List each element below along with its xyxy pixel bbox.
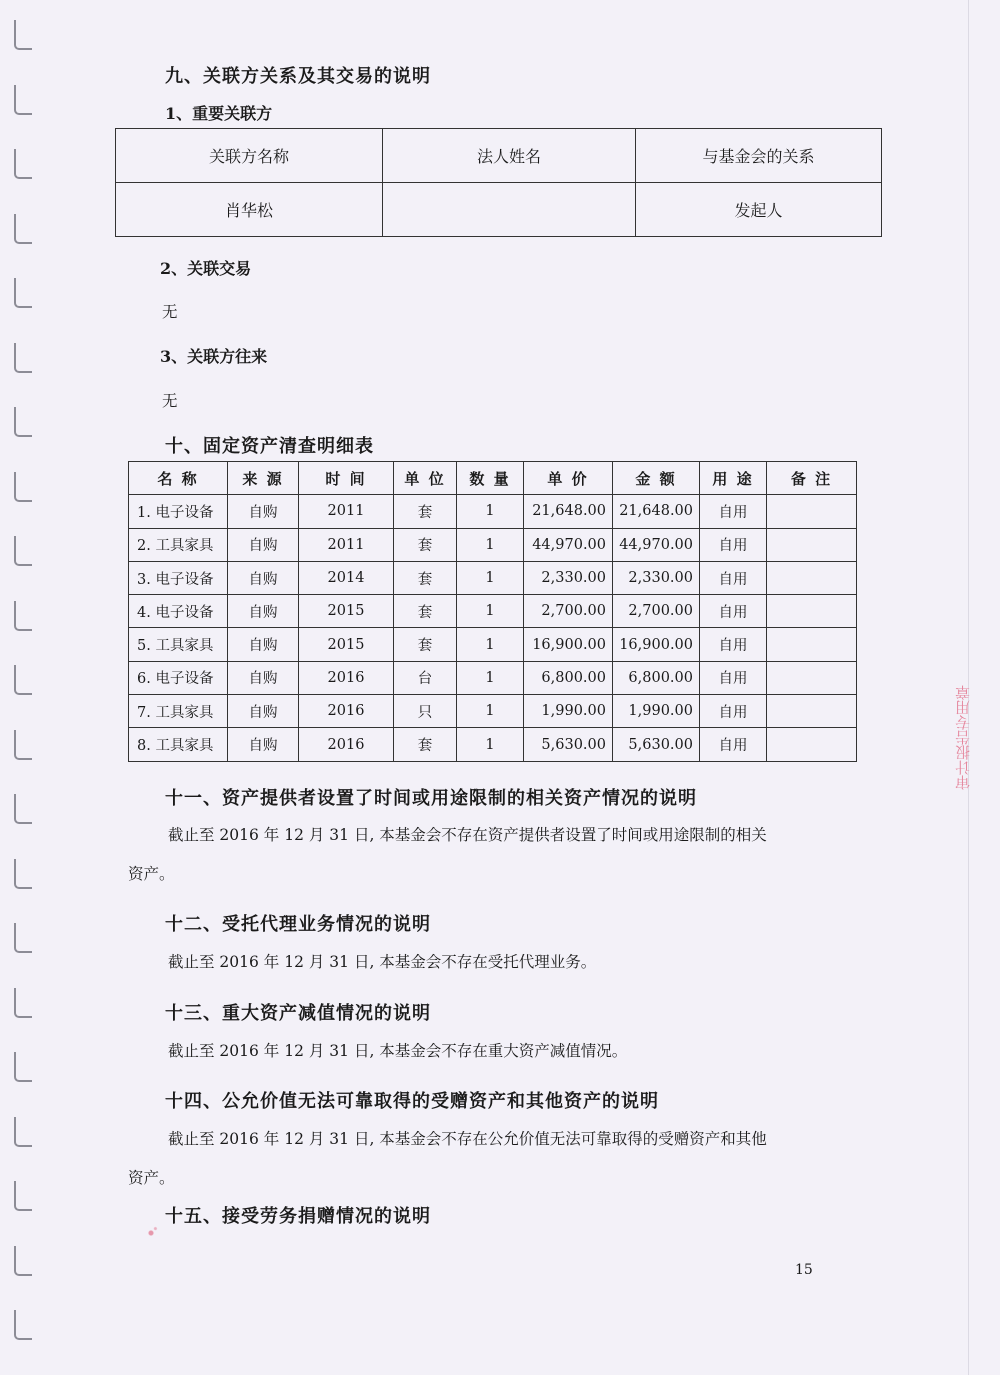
cell: 1	[457, 728, 524, 761]
header-cell: 单 价	[524, 462, 613, 495]
table-row	[129, 628, 857, 661]
cell: 2,330.00	[613, 561, 700, 594]
header-cell: 数 量	[457, 462, 524, 495]
binding-hole	[14, 1052, 32, 1082]
section12-title: 十二、受托代理业务情况的说明	[165, 914, 431, 935]
table-row	[129, 661, 857, 694]
cell: 自用	[700, 695, 767, 728]
cell: 1	[457, 628, 524, 661]
cell: 1	[457, 561, 524, 594]
cell: 1	[457, 595, 524, 628]
binding-hole	[14, 665, 32, 695]
binding-hole	[14, 149, 32, 179]
cell: 自购	[228, 695, 299, 728]
section14-line2: 资产。	[128, 1169, 175, 1187]
binding-hole	[14, 20, 32, 50]
binding-hole	[14, 278, 32, 308]
header-cell: 时 间	[299, 462, 394, 495]
cell: 2,330.00	[524, 561, 613, 594]
cell: 1	[457, 528, 524, 561]
table-row	[129, 728, 857, 761]
cell: 5,630.00	[524, 728, 613, 761]
section14-line1: 截止至 2016 年 12 月 31 日, 本基金会不存在公允价值无法可靠取得的受赠资产和其他	[168, 1130, 767, 1148]
cell: 16,900.00	[524, 628, 613, 661]
cell: 套	[394, 495, 457, 528]
table-row	[129, 595, 857, 628]
cell: 自购	[228, 628, 299, 661]
binding-hole	[14, 601, 32, 631]
table-header-row	[129, 462, 857, 495]
binding-hole	[14, 1246, 32, 1276]
cell: 套	[394, 561, 457, 594]
related-party-table	[115, 128, 882, 237]
cell: 5. 工具家具	[129, 628, 228, 661]
cell: 21,648.00	[613, 495, 700, 528]
binding-hole	[14, 1181, 32, 1211]
cell: 8. 工具家具	[129, 728, 228, 761]
section11-line1: 截止至 2016 年 12 月 31 日, 本基金会不存在资产提供者设置了时间或用途限制的相关	[168, 826, 767, 844]
cell: 5,630.00	[613, 728, 700, 761]
cell: 44,970.00	[613, 528, 700, 561]
binding-hole	[14, 407, 32, 437]
binding-hole	[14, 1310, 32, 1340]
cell: 1. 电子设备	[129, 495, 228, 528]
binding-hole	[14, 923, 32, 953]
binding-hole	[14, 536, 32, 566]
cell: 2016	[299, 695, 394, 728]
cell: 21,648.00	[524, 495, 613, 528]
section9-sub2-text: 无	[162, 303, 178, 321]
section11-line2: 资产。	[128, 865, 175, 883]
header-cell: 备 注	[767, 462, 857, 495]
cell: 2014	[299, 561, 394, 594]
cell	[767, 495, 857, 528]
binding-hole	[14, 794, 32, 824]
table-row	[129, 561, 857, 594]
cell: 2,700.00	[613, 595, 700, 628]
cell	[767, 661, 857, 694]
binding-hole	[14, 988, 32, 1018]
cell: 自购	[228, 495, 299, 528]
header-cell: 金 额	[613, 462, 700, 495]
fixed-assets-table	[128, 461, 857, 762]
section9-sub2: 2、关联交易	[160, 259, 252, 278]
cell: 16,900.00	[613, 628, 700, 661]
table-row	[129, 528, 857, 561]
binding-hole	[14, 730, 32, 760]
cell: 4. 电子设备	[129, 595, 228, 628]
cell: 自购	[228, 595, 299, 628]
cell: 1	[457, 495, 524, 528]
audit-stamp: 审计报告专用章	[954, 685, 972, 790]
cell: 2016	[299, 728, 394, 761]
cell: 自用	[700, 595, 767, 628]
cell: 2015	[299, 595, 394, 628]
binding-hole	[14, 214, 32, 244]
cell: 自用	[700, 561, 767, 594]
binding-hole	[14, 859, 32, 889]
header-cell: 名 称	[129, 462, 228, 495]
section13-text: 截止至 2016 年 12 月 31 日, 本基金会不存在重大资产减值情况。	[168, 1042, 628, 1060]
section14-title: 十四、公允价值无法可靠取得的受赠资产和其他资产的说明	[165, 1091, 659, 1112]
cell: 6. 电子设备	[129, 661, 228, 694]
section9-sub3-text: 无	[162, 392, 178, 410]
cell: 6,800.00	[613, 661, 700, 694]
binding-holes	[14, 20, 36, 1360]
binding-hole	[14, 343, 32, 373]
cell: 44,970.00	[524, 528, 613, 561]
cell	[383, 183, 636, 237]
cell: 2015	[299, 628, 394, 661]
cell: 2011	[299, 528, 394, 561]
cell: 自用	[700, 495, 767, 528]
cell: 发起人	[636, 183, 882, 237]
cell: 7. 工具家具	[129, 695, 228, 728]
cell: 2016	[299, 661, 394, 694]
cell: 6,800.00	[524, 661, 613, 694]
cell	[767, 695, 857, 728]
header-cell: 来 源	[228, 462, 299, 495]
cell	[767, 528, 857, 561]
section9-sub1: 1、重要关联方	[165, 104, 273, 123]
cell: 自购	[228, 728, 299, 761]
cell: 2,700.00	[524, 595, 613, 628]
cell: 自用	[700, 528, 767, 561]
cell: 自购	[228, 661, 299, 694]
section13-title: 十三、重大资产减值情况的说明	[165, 1003, 431, 1024]
cell	[767, 628, 857, 661]
section12-text: 截止至 2016 年 12 月 31 日, 本基金会不存在受托代理业务。	[168, 953, 597, 971]
binding-hole	[14, 1117, 32, 1147]
cell: 1,990.00	[524, 695, 613, 728]
cell: 自购	[228, 528, 299, 561]
table-header-row	[116, 129, 882, 183]
section9-title: 九、关联方关系及其交易的说明	[165, 66, 431, 87]
cell: 2011	[299, 495, 394, 528]
cell: 肖华松	[116, 183, 383, 237]
section11-title: 十一、资产提供者设置了时间或用途限制的相关资产情况的说明	[165, 788, 697, 809]
cell: 只	[394, 695, 457, 728]
cell: 1	[457, 661, 524, 694]
table-body	[129, 495, 857, 761]
header-cell: 关联方名称	[116, 129, 383, 183]
table-row	[129, 695, 857, 728]
cell: 自用	[700, 661, 767, 694]
header-cell: 用 途	[700, 462, 767, 495]
binding-hole	[14, 472, 32, 502]
cell: 自用	[700, 728, 767, 761]
header-cell: 法人姓名	[383, 129, 636, 183]
cell: 3. 电子设备	[129, 561, 228, 594]
binding-hole	[14, 85, 32, 115]
cell	[767, 561, 857, 594]
table-row	[116, 183, 882, 237]
cell: 自用	[700, 628, 767, 661]
section10-title: 十、固定资产清查明细表	[165, 436, 374, 457]
cell	[767, 595, 857, 628]
cell	[767, 728, 857, 761]
section9-sub3: 3、关联方往来	[160, 347, 268, 366]
cell: 套	[394, 595, 457, 628]
page-number: 15	[795, 1262, 813, 1278]
section15-title: 十五、接受劳务捐赠情况的说明	[165, 1206, 431, 1227]
stamp-speck	[140, 1222, 162, 1244]
cell: 1	[457, 695, 524, 728]
cell: 台	[394, 661, 457, 694]
table-row	[129, 495, 857, 528]
header-cell: 与基金会的关系	[636, 129, 882, 183]
cell: 1,990.00	[613, 695, 700, 728]
cell: 套	[394, 728, 457, 761]
cell: 2. 工具家具	[129, 528, 228, 561]
cell: 自购	[228, 561, 299, 594]
header-cell: 单 位	[394, 462, 457, 495]
cell: 套	[394, 528, 457, 561]
cell: 套	[394, 628, 457, 661]
